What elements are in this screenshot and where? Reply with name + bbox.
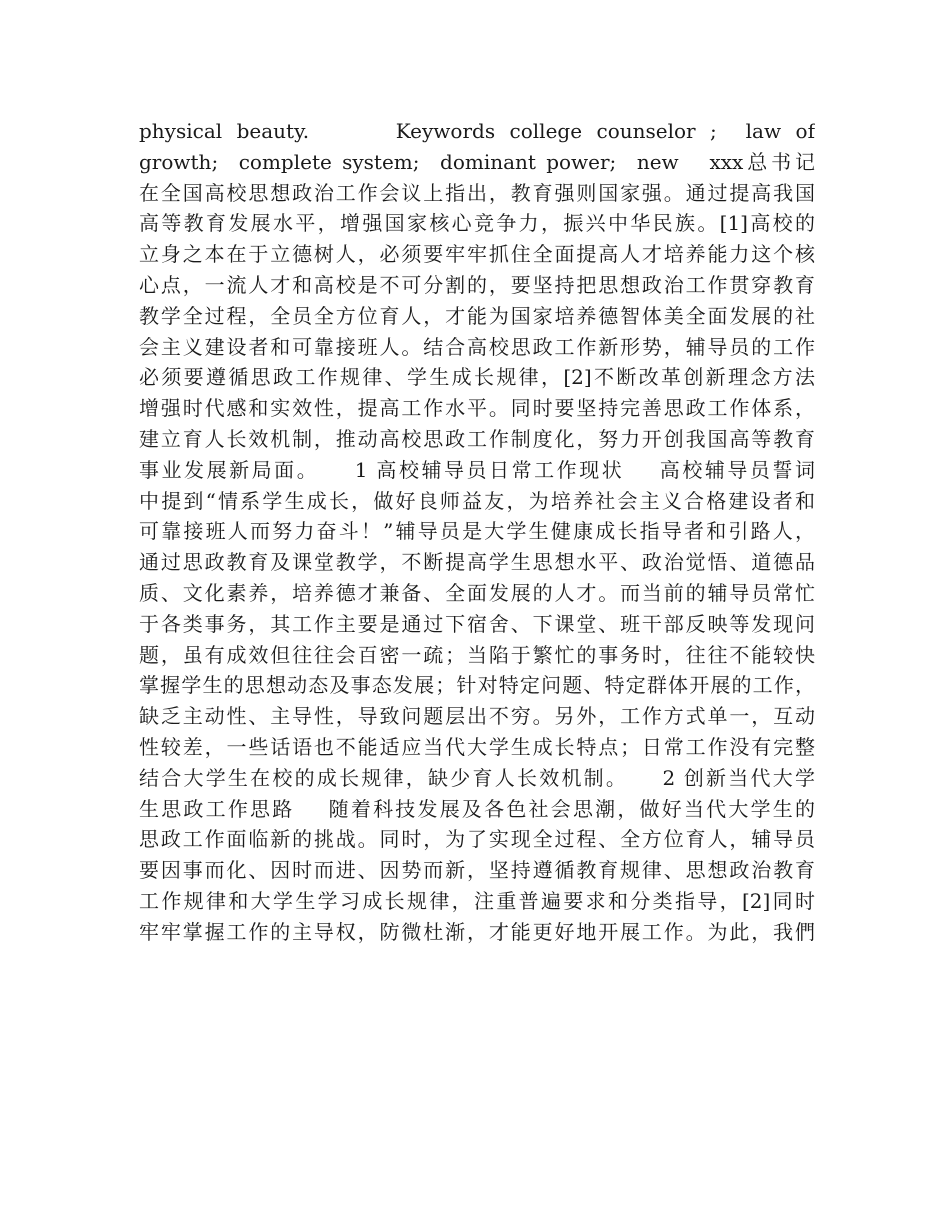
text-line: 中提到“情系学生成长，做好良师益友，为培养社会主义合格建设者和 [139, 488, 815, 513]
text-line: 生思政工作思路 随着科技发展及各色社会思潮，做好当代大学生的 [139, 796, 815, 821]
text-line: 教学全过程，全员全方位育人，才能为国家培养德智体美全面发展的社 [139, 303, 815, 328]
text-line: 结合大学生在校的成长规律，缺少育人长效机制。 2 创新当代大学 [139, 765, 815, 790]
text-line: 高等教育发展水平，增强国家核心竞争力，振兴中华民族。[1]高校的 [139, 211, 815, 236]
text-line: 必须要遵循思政工作规律、学生成长规律，[2]不断改革创新理念方法 [139, 365, 815, 390]
text-line: 增强时代感和实效性，提高工作水平。同时要坚持完善思政工作体系， [139, 396, 815, 421]
text-line: 于各类事务，其工作主要是通过下宿舍、下课堂、班干部反映等发现问 [139, 611, 815, 636]
text-line: growth; complete system; dominant power; new xxx总书记 [139, 149, 815, 174]
text-line: 建立育人长效机制，推动高校思政工作制度化，努力开创我国高等教育 [139, 426, 815, 451]
text-line: 可靠接班人而努力奋斗！”辅导员是大学生健康成长指导者和引路人， [139, 519, 815, 544]
text-line: 会主义建设者和可靠接班人。结合高校思政工作新形势，辅导员的工作 [139, 334, 815, 359]
text-line: 缺乏主动性、主导性，导致问题层出不穷。另外，工作方式单一，互动 [139, 704, 815, 729]
text-line: 立身之本在于立德树人，必须要牢牢抓住全面提高人才培养能力这个核 [139, 242, 815, 267]
text-line: 题，虽有成效但往往会百密一疏；当陷于繁忙的事务时，往往不能较快 [139, 642, 815, 667]
text-line: 质、文化素养，培养德才兼备、全面发展的人才。而当前的辅导员常忙 [139, 580, 815, 605]
text-line: physical beauty. Keywords college counselor ; law of [139, 119, 815, 143]
text-line: 在全国高校思想政治工作会议上指出，教育强则国家强。通过提高我国 [139, 180, 815, 205]
text-line: 掌握学生的思想动态及事态发展；针对特定问题、特定群体开展的工作， [139, 673, 815, 698]
text-line: 牢牢掌握工作的主导权，防微杜渐，才能更好地开展工作。为此，我們 [139, 919, 815, 944]
body-text [139, 116, 815, 948]
text-line: 通过思政教育及课堂教学，不断提高学生思想水平、政治觉悟、道德品 [139, 550, 815, 575]
text-line: 事业发展新局面。 1 高校辅导员日常工作现状 高校辅导员誓词 [139, 457, 815, 482]
text-line: 心点，一流人才和高校是不可分割的，要坚持把思想政治工作贯穿教育 [139, 272, 815, 297]
text-line: 性较差，一些话语也不能适应当代大学生成长特点；日常工作没有完整 [139, 734, 815, 759]
text-line: 要因事而化、因时而进、因势而新，坚持遵循教育规律、思想政治教育 [139, 858, 815, 883]
text-line: 思政工作面临新的挑战。同时，为了实现全过程、全方位育人，辅导员 [139, 827, 815, 852]
text-line: 工作规律和大学生学习成长规律，注重普遍要求和分类指导，[2]同时 [139, 888, 815, 913]
